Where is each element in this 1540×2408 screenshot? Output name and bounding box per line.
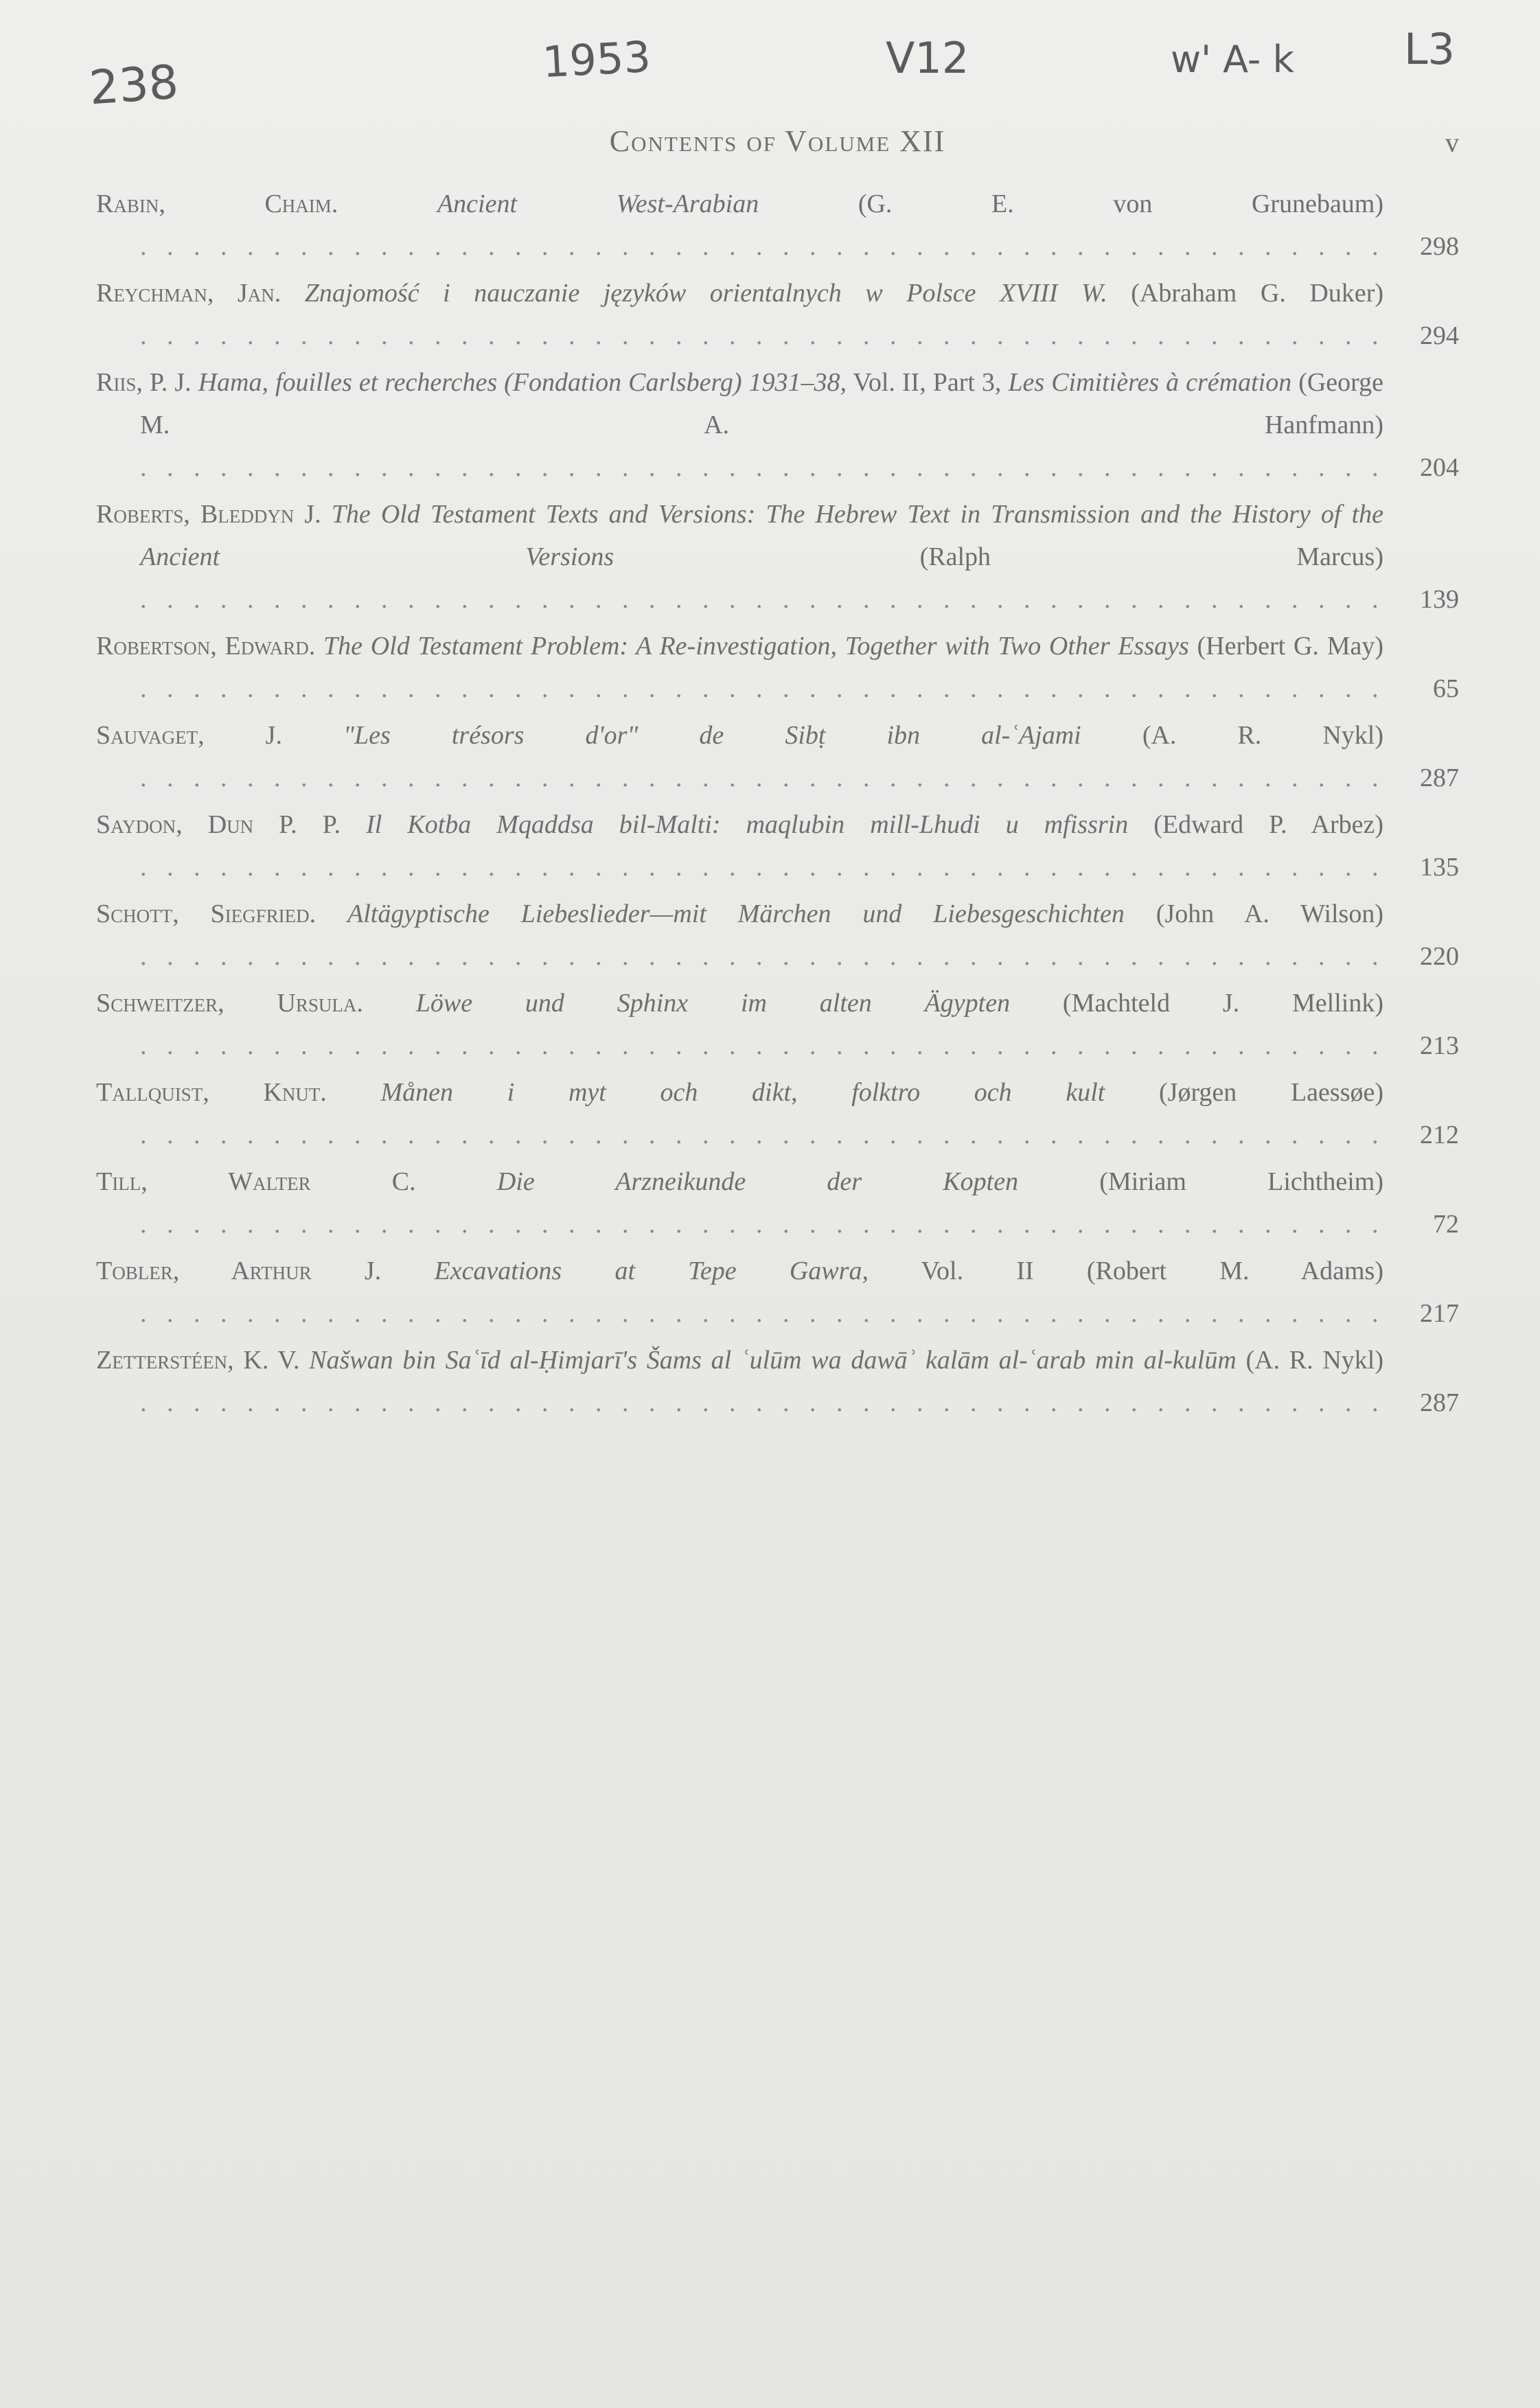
entry-details: (Miriam Lichtheim) [1099,1167,1383,1196]
contents-entry [96,272,1459,357]
entry-author: Till, Walter C. [96,1167,416,1196]
contents-entry [96,1071,1459,1156]
dot-leader [140,1031,1383,1060]
entry-author: Tallquist, Knut. [96,1078,327,1107]
entry-text [96,893,1383,978]
entry-page-number: 204 [1420,453,1459,482]
entry-title: Månen i myt och dikt, folktro och kult [380,1078,1105,1107]
entry-page-number: 72 [1433,1210,1459,1239]
entry-details: (Machteld J. Mellink) [1062,989,1383,1018]
entry-author: Rabin, Chaim. [96,190,338,218]
entry-reviewer: (A. R. Nykl) [1245,1346,1383,1375]
dot-leader [140,853,1383,882]
entry-author: Schweitzer, Ursula. [96,989,363,1018]
entry-details: (Edward P. Arbez) [1153,810,1383,839]
entry-page-number: 212 [1420,1121,1459,1149]
entry-page-number: 135 [1420,853,1459,882]
entry-title: Hama, fouilles et recherches (Fondation Carlsberg) 1931–38, [198,368,847,397]
contents-entry [96,493,1459,621]
entry-author: Sauvaget, J. [96,721,282,750]
contents-list [96,183,1459,1424]
entry-title: Il Kotba Mqaddsa bil-Malti: maqlubin mill-Lhudi u mfissrin [366,810,1129,839]
dot-leader [140,1121,1383,1149]
dot-leader [140,674,1383,703]
entry-text [96,1071,1383,1156]
dot-leader [140,942,1383,971]
entry-title: Ancient West-Arabian [437,190,759,218]
entry-text [96,183,1383,268]
entry-details: (Herbert G. May) [1197,632,1383,661]
contents-entry [96,1160,1459,1246]
entry-details: (Abraham G. Duker) [1131,279,1383,308]
entry-author: Zetterstéen, K. V. [96,1346,300,1375]
contents-entry [96,803,1459,888]
entry-title: Znajomość i nauczanie języków orientalnych w Polsce XVIII W. [304,279,1107,308]
roman-page-number: v [1445,127,1459,158]
entry-page-number: 298 [1420,232,1459,261]
entry-text [96,803,1383,888]
entry-title: Die Arzneikunde der Kopten [496,1167,1019,1196]
entry-author: Robertson, Edward. [96,632,316,661]
entry-text [96,272,1383,357]
entry-title: Löwe und Sphinx im alten Ägypten [415,989,1011,1018]
entry-author: Saydon, Dun P. P. [96,810,341,839]
entry-text [96,625,1383,710]
entry-page-number: 294 [1420,321,1459,350]
entry-author: Reychman, Jan. [96,279,281,308]
contents-entry [96,183,1459,268]
entry-page-number: 65 [1433,674,1459,703]
entry-title-continued: Šams al ʿulūm wa dawāʾ kalām al-ʿarab min al-kulūm [646,1346,1237,1375]
entry-title: Excavations at Tepe Gawra, [434,1257,869,1285]
dot-leader [140,585,1383,614]
dot-leader [140,1388,1383,1417]
entry-page-number: 287 [1420,1388,1459,1417]
entry-title: Altägyptische Liebeslieder—mit Märchen und Liebesgeschichten [347,899,1125,928]
contents-entry [96,893,1459,978]
entry-text [96,1250,1383,1335]
handwritten-note-4: w' A- k [1171,38,1294,81]
entry-text [96,493,1383,621]
entry-author: Schott, Siegfried. [96,899,317,928]
entry-author: Tobler, Arthur J. [96,1257,382,1285]
entry-title: The Old Testament Texts and Versions: The Hebrew Text in Transmission and the History of the Ancient Versions [140,500,1383,571]
dot-leader [140,1210,1383,1239]
entry-details: (A. R. Nykl) [1142,721,1383,750]
entry-page-number: 139 [1420,585,1459,614]
entry-text [96,982,1383,1067]
handwritten-note-2: 1953 [541,31,652,88]
entry-text [96,361,1383,489]
entry-text [96,714,1383,799]
entry-author: Roberts, Bleddyn J. [96,500,321,529]
entry-title: "Les trésors d'or" de Sibṭ ibn al-ʿAjami [343,721,1081,750]
contents-entry [96,361,1459,489]
entry-details: (John A. Wilson) [1156,899,1383,928]
contents-entry [96,1250,1459,1335]
entry-page-number: 220 [1420,942,1459,971]
entry-title: Našwan bin Saʿīd al-Ḥimjarī's [309,1346,637,1375]
entry-text [96,1339,1383,1424]
entry-details: (Ralph Marcus) [919,542,1383,571]
contents-entry [96,1339,1459,1424]
entry-details: (Jørgen Laessøe) [1159,1078,1383,1107]
handwritten-note-1: 238 [87,55,181,116]
dot-leader [140,764,1383,792]
handwritten-annotations [0,21,1540,117]
entry-title-continued: Les Cimitières à crémation [1008,368,1292,397]
entry-page-number: 287 [1420,764,1459,792]
entry-details: Vol. II (Robert M. Adams) [921,1257,1383,1285]
contents-entry [96,625,1459,710]
entry-page-number: 213 [1420,1031,1459,1060]
running-header [96,117,1459,179]
entry-title: The Old Testament Problem: A Re-investigation, Together with Two Other Essays [323,632,1189,661]
contents-page [96,117,1459,1424]
entry-author: Riis, P. J. [96,368,192,397]
entry-details: (G. E. von Grunebaum) [858,190,1383,218]
dot-leader [140,1299,1383,1328]
entry-reviewer: (George M. A. Hanfmann) [140,368,1383,439]
contents-entry [96,714,1459,799]
entry-details: Vol. II, Part 3, [853,368,1002,397]
dot-leader [140,453,1383,482]
entry-text [96,1160,1383,1246]
entry-page-number: 217 [1420,1299,1459,1328]
dot-leader [140,232,1383,261]
handwritten-note-3: V12 [886,33,969,83]
page-title: Contents of Volume XII [609,124,946,158]
handwritten-note-5: L3 [1404,24,1455,74]
contents-entry [96,982,1459,1067]
dot-leader [140,321,1383,350]
